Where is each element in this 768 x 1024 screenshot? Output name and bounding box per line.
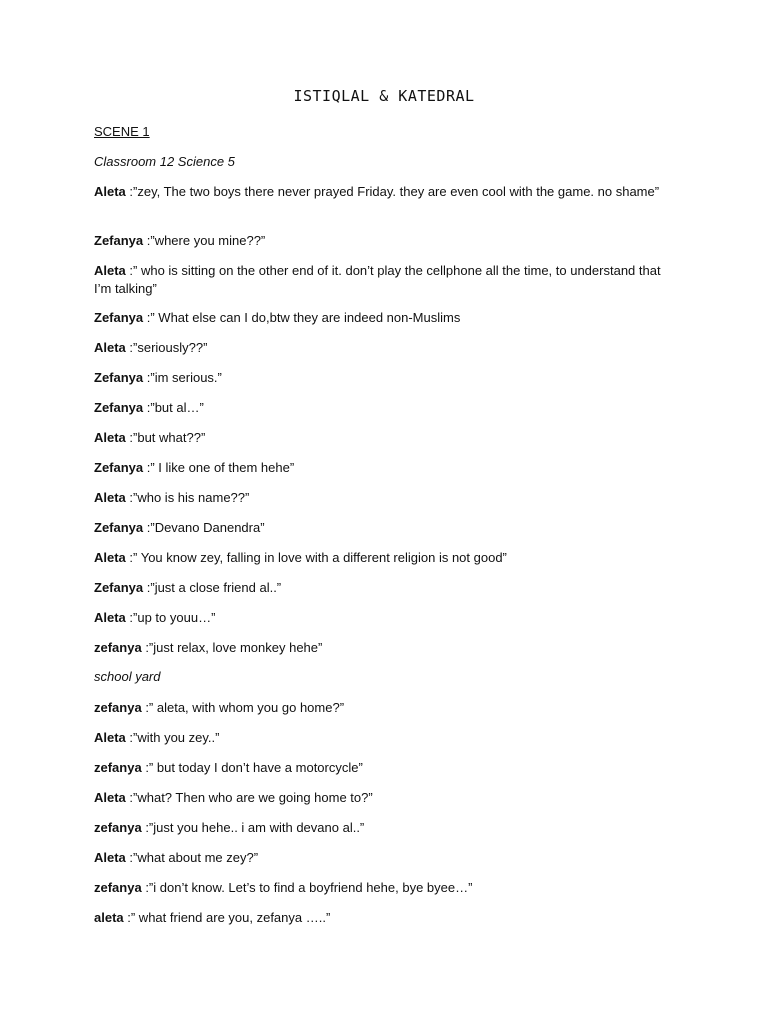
dialogue-line: [94, 879, 674, 897]
speaker-name: zefanya: [94, 760, 142, 775]
dialogue-line: [94, 819, 674, 837]
dialogue-text: :” what friend are you, zefanya …..”: [123, 910, 331, 925]
speaker-name: zefanya: [94, 700, 142, 715]
speaker-name: Aleta: [94, 550, 126, 565]
speaker-name: Zefanya: [94, 310, 144, 325]
speaker-name: Aleta: [94, 340, 126, 355]
dialogue-text: :”where you mine??”: [143, 233, 266, 248]
dialogue-text: :” aleta, with whom you go home?”: [141, 700, 345, 715]
dialogue-line: [94, 309, 674, 327]
dialogue-line: [94, 639, 674, 657]
speaker-name: Zefanya: [94, 233, 144, 248]
speaker-name: Zefanya: [94, 460, 144, 475]
dialogue-text: :”Devano Danendra”: [143, 520, 265, 535]
dialogue-line: [94, 729, 674, 747]
dialogue-text: :”just you hehe.. i am with devano al..”: [141, 820, 365, 835]
speaker-name: zefanya: [94, 640, 142, 655]
dialogue-line: [94, 429, 674, 447]
speaker-name: Aleta: [94, 730, 126, 745]
dialogue-line: [94, 183, 674, 201]
dialogue-text: :” but today I don’t have a motorcycle”: [141, 760, 363, 775]
dialogue-line: [94, 759, 674, 777]
dialogue-text: :”but what??”: [125, 430, 206, 445]
speaker-name: zefanya: [94, 820, 142, 835]
dialogue-text: :” I like one of them hehe”: [143, 460, 295, 475]
document-title: ISTIQLAL & KATEDRAL: [293, 87, 475, 105]
dialogue-text: :”just relax, love monkey hehe”: [141, 640, 323, 655]
speaker-name: Aleta: [94, 850, 126, 865]
dialogue-line: [94, 549, 674, 567]
dialogue-line: [94, 262, 674, 298]
speaker-name: aleta: [94, 910, 124, 925]
dialogue-line: [94, 369, 674, 387]
dialogue-line: [94, 339, 674, 357]
scene-heading: SCENE 1: [94, 124, 150, 139]
dialogue-text: :”zey, The two boys there never prayed Friday. they are even cool with the game. no shame”: [125, 184, 660, 199]
dialogue-text: :” You know zey, falling in love with a different religion is not good”: [125, 550, 507, 565]
speaker-name: Zefanya: [94, 370, 144, 385]
dialogue-line: [94, 519, 674, 537]
dialogue-text: :”just a close friend al..”: [143, 580, 282, 595]
setting-classroom: Classroom 12 Science 5: [94, 154, 235, 169]
dialogue-line: [94, 232, 674, 250]
speaker-name: Zefanya: [94, 580, 144, 595]
dialogue-text: :” What else can I do,btw they are indeed non-Muslims: [143, 310, 461, 325]
dialogue-line: [94, 399, 674, 417]
dialogue-text: :”with you zey..”: [125, 730, 220, 745]
dialogue-text: :”who is his name??”: [125, 490, 250, 505]
dialogue-text: :”what? Then who are we going home to?”: [125, 790, 373, 805]
dialogue-line: [94, 459, 674, 477]
speaker-name: zefanya: [94, 880, 142, 895]
speaker-name: Aleta: [94, 184, 126, 199]
speaker-name: Aleta: [94, 430, 126, 445]
dialogue-line: [94, 909, 674, 927]
dialogue-text: :” who is sitting on the other end of it. don’t play the cellphone all the time, to understand that I’m talking”: [94, 263, 661, 296]
speaker-name: Zefanya: [94, 520, 144, 535]
dialogue-text: :”but al…”: [143, 400, 204, 415]
speaker-name: Aleta: [94, 263, 126, 278]
dialogue-line: [94, 849, 674, 867]
dialogue-line: [94, 579, 674, 597]
dialogue-text: :”up to youu…”: [125, 610, 216, 625]
speaker-name: Zefanya: [94, 400, 144, 415]
dialogue-text: :”im serious.”: [143, 370, 222, 385]
dialogue-text: :”seriously??”: [125, 340, 208, 355]
speaker-name: Aleta: [94, 610, 126, 625]
dialogue-line: [94, 699, 674, 717]
dialogue-line: [94, 789, 674, 807]
dialogue-line: [94, 609, 674, 627]
speaker-name: Aleta: [94, 490, 126, 505]
speaker-name: Aleta: [94, 790, 126, 805]
dialogue-text: :”i don’t know. Let’s to find a boyfriend hehe, bye byee…”: [141, 880, 473, 895]
setting-school-yard: school yard: [94, 669, 161, 684]
dialogue-text: :”what about me zey?”: [125, 850, 259, 865]
dialogue-line: [94, 489, 674, 507]
